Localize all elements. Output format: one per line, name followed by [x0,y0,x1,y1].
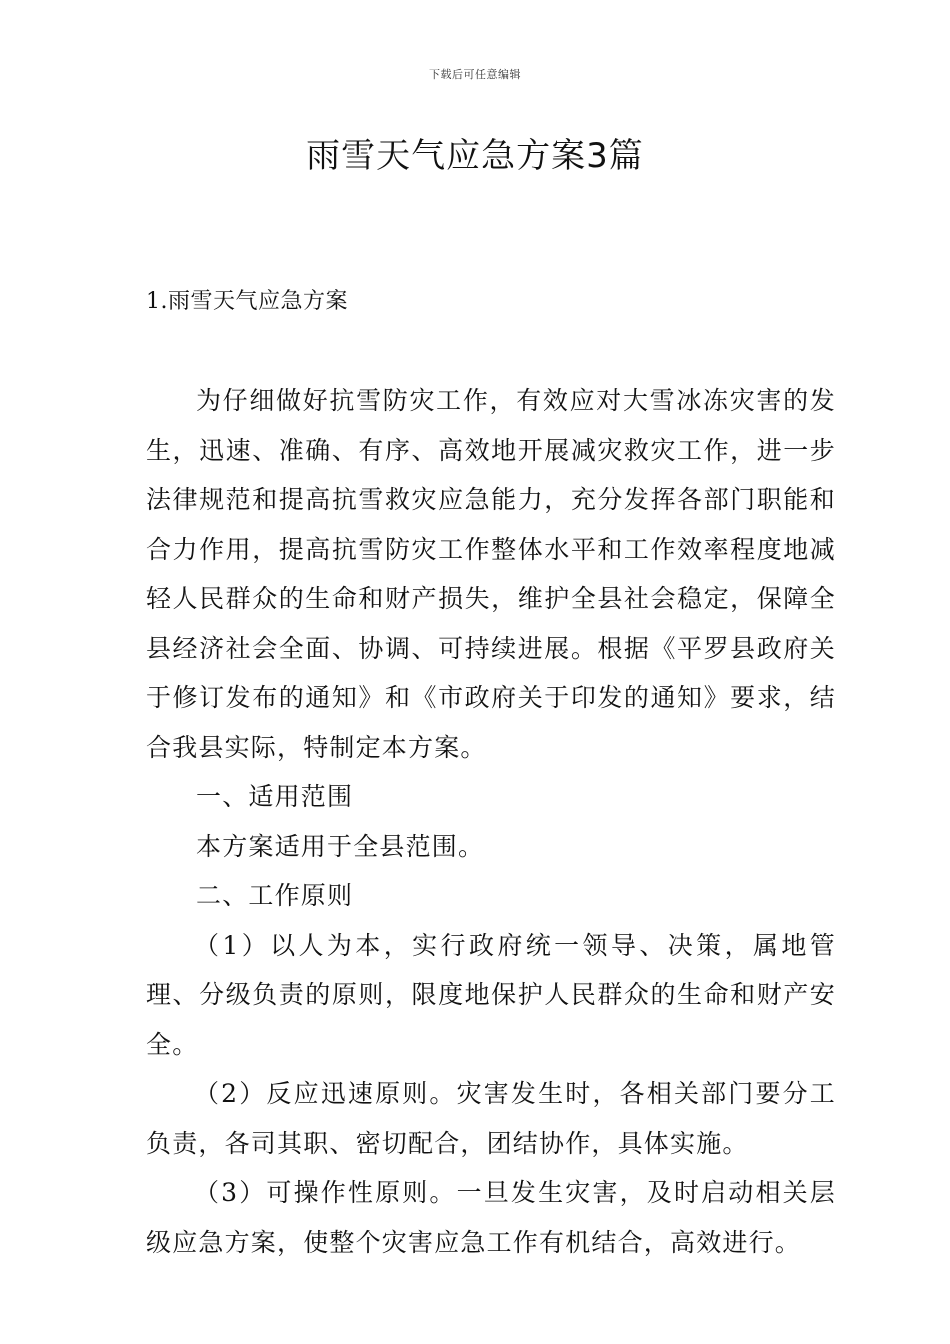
scope-paragraph: 本方案适用于全县范围。 [196,831,485,861]
body-text [146,376,836,1267]
principle-item-2: （2）反应迅速原则。灾害发生时，各相关部门要分工负责，各司其职、密切配合，团结协作，具体实施。 [146,1079,836,1158]
principle-item-3: （3）可操作性原则。一旦发生灾害，及时启动相关层级应急方案，使整个灾害应急工作有机结合，高效进行。 [146,1178,836,1257]
principles-heading: 二、工作原则 [196,881,354,910]
document-title: 雨雪天气应急方案3篇 [306,136,644,176]
principle-item-1: （1）以人为本，实行政府统一领导、决策，属地管理、分级负责的原则，限度地保护人民群众的生命和财产安全。 [146,930,836,1059]
header-note: 下载后可任意编辑 [429,68,521,81]
scope-heading: 一、适用范围 [196,782,354,811]
section-heading: 1.雨雪天气应急方案 [146,289,348,314]
intro-paragraph: 为仔细做好抗雪防灾工作，有效应对大雪冰冻灾害的发生，迅速、准确、有序、高效地开展减灾救灾工作，进一步法律规范和提高抗雪救灾应急能力，充分发挥各部门职能和合力作用，提高抗雪防灾工作整体水平和工作效率程度地减轻人民群众的生命和财产损失，维护全县社会稳定，保障全县经济社会全面、协调、可持续进展。根据《平罗县政府关于修订发布的通知》和《市政府关于印发的通知》要求，结合我县实际，特制定本方案。 [146,386,836,762]
